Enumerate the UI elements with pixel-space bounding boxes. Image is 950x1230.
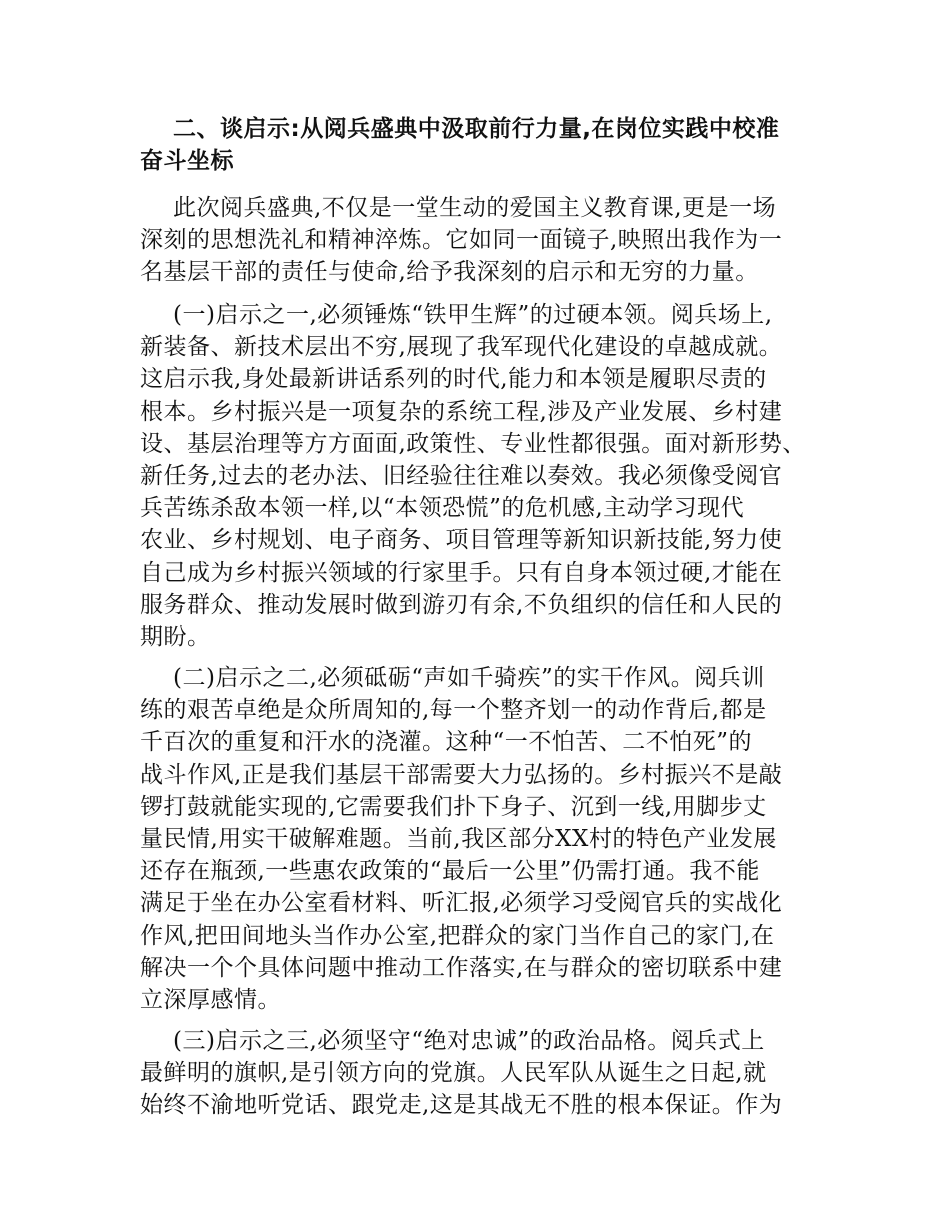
paragraph-line: 自己成为乡村振兴领域的行家里手。只有自身本领过硬,才能在 [140, 559, 783, 586]
paragraph-line: 立深厚感情。 [140, 987, 281, 1014]
paragraph-line: 期盼。 [140, 624, 211, 651]
paragraph-line: 战斗作风,正是我们基层干部需要大力弘扬的。乡村振兴不是敲 [140, 761, 783, 788]
paragraph-line: 兵苦练杀敌本领一样,以“本领恐慌”的危机感,主动学习现代 [140, 495, 745, 522]
paragraph-line: 新任务,过去的老办法、旧经验往往难以奏效。我必须像受阅官 [140, 463, 783, 490]
paragraph-line: 最鲜明的旗帜,是引领方向的党旗。人民军队从诞生之日起,就 [140, 1060, 767, 1087]
paragraph-line: (三)启示之三,必须坚守“绝对忠诚”的政治品格。阅兵式上 [173, 1028, 765, 1054]
paragraph-line: 量民情,用实干破解难题。当前,我区部分XX村的特色产业发展 [140, 826, 777, 853]
paragraph-line: 设、基层治理等方方面面,政策性、专业性都很强。面对新形势、 [140, 430, 806, 457]
paragraph-line: (一)启示之一,必须锤炼“铁甲生辉”的过硬本领。阅兵场上, [173, 302, 773, 328]
paragraph-line: 服务群众、推动发展时做到游刃有余,不负组织的信任和人民的 [140, 591, 783, 618]
paragraph-line: 还存在瓶颈,一些惠农政策的“最后一公里”仍需打通。我不能 [140, 858, 760, 885]
heading-line: 奋斗坐标 [140, 148, 234, 174]
paragraph-intro [140, 192, 820, 289]
heading-line: 二、谈启示:从阅兵盛典中汲取前行力量,在岗位实践中校准 [173, 116, 780, 142]
paragraph-line: 此次阅兵盛典,不仅是一堂生动的爱国主义教育课,更是一场 [173, 195, 777, 221]
paragraph-line: 练的艰苦卓绝是众所周知的,每一个整齐划一的动作背后,都是 [140, 697, 767, 724]
section-heading [140, 113, 820, 177]
paragraph-line: 锣打鼓就能实现的,它需要我们扑下身子、沉到一线,用脚步丈 [140, 793, 767, 820]
paragraph-line: 解决一个个具体问题中推动工作落实,在与群众的密切联系中建 [140, 954, 783, 981]
paragraph-line: 这启示我,身处最新讲话系列的时代,能力和本领是履职尽责的 [140, 366, 767, 393]
paragraph-line: 名基层干部的责任与使命,给予我深刻的启示和无穷的力量。 [140, 259, 759, 286]
paragraph-line: (二)启示之二,必须砥砺“声如千骑疾”的实干作风。阅兵训 [173, 665, 765, 691]
paragraph-line: 根本。乡村振兴是一项复杂的系统工程,涉及产业发展、乡村建 [140, 398, 783, 425]
paragraph-insight-3 [140, 1025, 820, 1122]
paragraph-insight-1 [140, 299, 820, 653]
paragraph-insight-2 [140, 662, 820, 1016]
paragraph-line: 满足于坐在办公室看材料、听汇报,必须学习受阅官兵的实战化 [140, 890, 783, 917]
paragraph-line: 始终不渝地听党话、跟党走,这是其战无不胜的根本保证。作为 [140, 1092, 783, 1119]
paragraph-line: 千百次的重复和汗水的浇灌。这种“一不怕苦、二不怕死”的 [140, 729, 753, 756]
paragraph-line: 作风,把田间地头当作办公室,把群众的家门当作自己的家门,在 [140, 922, 775, 949]
paragraph-line: 深刻的思想洗礼和精神淬炼。它如同一面镜子,映照出我作为一 [140, 227, 783, 254]
paragraph-line: 农业、乡村规划、电子商务、项目管理等新知识新技能,努力使 [140, 527, 783, 554]
paragraph-line: 新装备、新技术层出不穷,展现了我军现代化建设的卓越成就。 [140, 334, 783, 361]
